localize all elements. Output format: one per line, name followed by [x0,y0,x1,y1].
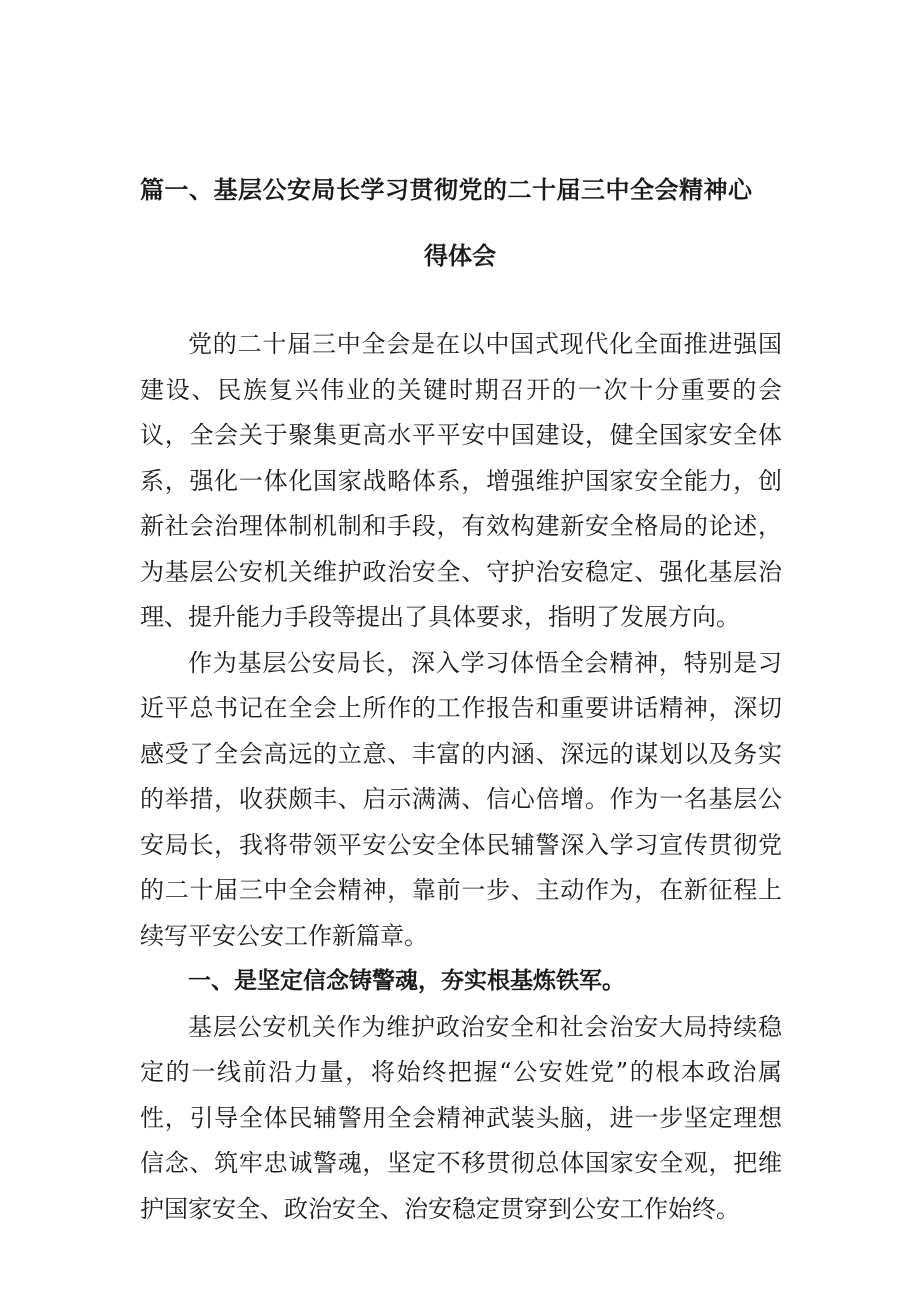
document-body [140,322,782,1232]
body-paragraph-2: 作为基层公安局长，深入学习体悟全会精神，特别是习近平总书记在全会上所作的工作报告和重要讲话精神，深切感受了全会高远的立意、丰富的内涵、深远的谋划以及务实的举措，收获颇丰、启示满满、信心倍增。作为一名基层公安局长，我将带领平安公安全体民辅警深入学习宣传贯彻党的二十届三中全会精神，靠前一步、主动作为，在新征程上续写平安公安工作新篇章。 [140,648,782,950]
section-paragraph: 基层公安机关作为维护政治安全和社会治安大局持续稳定的一线前沿力量，将始终把握“公安姓党”的根本政治属性，引导全体民辅警用全会精神武装头脑，进一步坚定理想信念、筑牢忠诚警魂，坚定不移贯彻总体国家安全观，把维护国家安全、政治安全、治安稳定贯穿到公安工作始终。 [140,1012,782,1223]
title-line-1: 篇一、基层公安局长学习贯彻党的二十届三中全会精神心 [140,176,753,204]
section-heading: 一、是坚定信念铸警魂，夯实根基炼铁军。 [188,968,625,994]
title-line-2: 得体会 [424,242,496,270]
body-paragraph-1: 党的二十届三中全会是在以中国式现代化全面推进强国建设、民族复兴伟业的关键时期召开的一次十分重要的会议，全会关于聚集更高水平平安中国建设，健全国家安全体系，强化一体化国家战略体系，增强维护国家安全能力，创新社会治理体制机制和手段，有效构建新安全格局的论述，为基层公安机关维护政治安全、守护治安稳定、强化基层治理、提升能力手段等提出了具体要求，指明了发展方向。 [140,330,782,631]
document-title [140,164,780,282]
